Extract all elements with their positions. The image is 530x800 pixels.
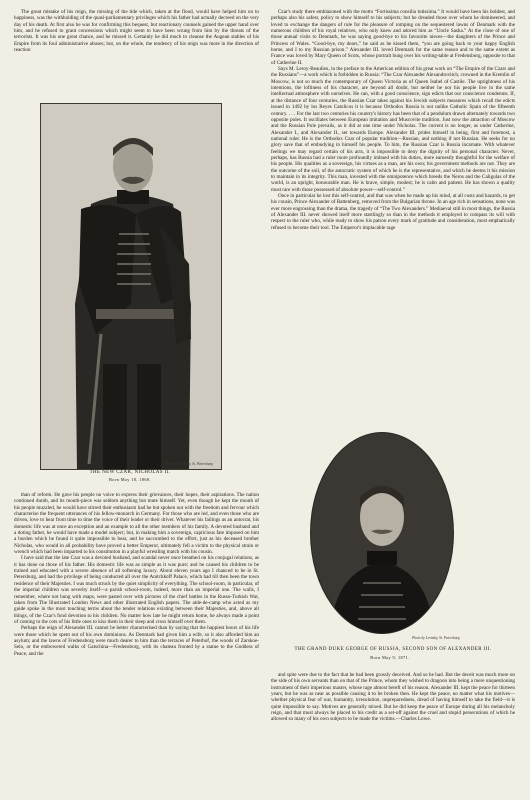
- column-bottom-right: [271, 672, 515, 794]
- caption-title: THE NEW CZAR, NICHOLAS II.: [89, 470, 171, 475]
- column-top-right: [271, 9, 515, 429]
- paragraph: and spite were due to the fact that he had been grossly deceived. And so he had. But the deceit was much more on the side of his own servants than on that of the Prince, whom they wished to dragoon into being a mere unquestioning instrument of their imperious master, whose rage almost bereft of his reason. Alexander III. kept the peace for thirteen years, but he was as near as possible causing it to be broken then. He kept the peace, no matter what his motives—whether physical fear of war, humanity, irresolution, unpreparedness, dread of having himself to take the field—it is quite impossible to say. Motives are generally mixed. But he did keep the peace of Europe during all his melancholy reign, and that must always be placed to his credit as a set-off against the cruel and stupid persecutions of which he allowed so many of his own subjects to be made the victims.—Charles Lowe.: [271, 672, 515, 723]
- paragraph: than of reform. He gave his people no voice to express their grievances, their hopes, their aspirations. The nation continued dumb, and its mouth-piece was seldom anything but mute himself. Yet, even though he kept the mouth of his people muzzled, he would have stirred their enthusiasm had he but spoken out with the freedom and fervour which characterise the frequent utterances of his fellow-monarch in Germany. For those who are led, and even those who are driven, love to hear from time to time the voice of their leader or their driver. Whatever his failings as an autocrat, his domestic life was at once an exception and an example to all the other members of his family. A devoted husband and a doting father, he would have made a model subject; but, in making him a sovereign, capricious fate imposed on him a burden which he found it quite impossible to bear, and he succumbed to the effort, just as his deceased brother Nicholas, who would in all probability have proved a better Emperor, ultimately fell a victim to the physical strain or wrench which had been imparted to his constitution in a playful wrestling match with his cousin.: [14, 492, 259, 556]
- paragraph: I have said that the late Czar was a devoted husband, and scandal never once breathed on his conjugal relations, as it has done on those of his father. His domestic life was as simple as it was pure; and he caused his children to be trained and educated with a severe absence of all softening luxury. About eleven years ago I chanced to be in St. Petersburg, and had the privilege of being conducted all over the Anitchkoff Palace, which had till then been the town residence of their Majesties. I was much struck by the quiet simplicity of everything. The school-room, in particular, of the imperial children was severity itself—a parish school-room, indeed, more than an imperial one. The walls, I remember, where not hung with maps, were pasted over with pictures of the chief battles in the Russo-Turkish War, taken from The Illustrated London News and other illustrated English papers. The aide-de-camp who acted as my guide spoke in the most touching terms about the tender relations existing between their Majesties, and, above all things, of the Czar's fond devotion to his children. No matter how late he might return home, he always made a point of coming to the cots of his little ones to kiss them in their sleep and cross himself over them.: [14, 555, 259, 625]
- portrait-grand-duke-george: [310, 432, 454, 634]
- caption-title: THE GRAND DUKE GEORGE OF RUSSIA, SECOND SON OF ALEXANDER III.: [294, 647, 492, 652]
- portrait-nicholas-ii-figure: [41, 104, 221, 469]
- paragraph: The great mistake of his reign, the missing of the tide which, taken at the flood, would have helped him on to happiness, was the withholding of the quasi-parliamentary privileges which his father had actually decreed on the very day of his death. At first also he was for confirming this bequest, but reactionary counsels gained the upper hand over him, and he refused to grant concessions which might seem to have been wrung from him by the threats of the terrorists. It was his one great chance, and he missed it. Certainly he did much to cleanse the Augean stables of his Empire from its foul administrative abuses; but, on the whole, the tendency of his reign was more in the direction of reaction: [14, 9, 259, 54]
- paragraph: Perhaps the reign of Alexander III. cannot be better characterised than by saying that the happiest hours of his life were those which he spent out of his own dominions. As Denmark had given him a wife, so it also afforded him an asylum; and the lawns of Fredensborg were much dearer to him than the terraces of Peterhof, the woods of Zarskoe-Selo, or the embowered walks of Gatschina—Fredensborg, with its chateau fronted by a statue to the Goddess of Peace, and the: [14, 625, 259, 657]
- column-middle-left: [14, 492, 259, 792]
- paragraph: Says M. Leroy-Beaulieu, in the preface to the American edition of his great work on “The Empire of the Czars and the Russians”—a work which is forbidden in Russia: “The Czar Alexander Alexandrovitch, crowned in the Kremlin of Moscow, is not so much the contemporary of Queen Victoria as of Queen Isabel of Castile. The uprightness of his intentions, the loftiness of his character, are beyond all doubt, but neither he nor his people live in the same intellectual atmosphere with ourselves. He can, with a good conscience, sign edicts that our conscience condemns. If, at the distance of four centuries, the Russian Czar takes against his Jewish subjects measures which recall the edicts issued in 1492 by los Reyes Catolicos it is because Orthodox Russia is not unlike Catholic Spain of the fifteenth century. . . . For the last two centuries his country's history has been that of a pendulum drawn alternately towards two opposite poles. It oscillates between European imitation and Muscovite tradition. Just now the attraction of Moscow and the Russian Pole prevails, as it did at one time under Nicholas. The current is no longer, as under Catherine, Alexander I., and Alexander II., set towards Europe. Alexander III. prides himself in being, first and foremost, a national ruler. He is the Orthodox Czar of popular tradition—Russian, and nothing if not Russian. He seeks for no glory save that of embodying in himself his people. To him, the Russian Czar is Russia incarnate. With whatever feelings we may regard certain of his acts, it is impossible to deny the dignity of his personal character. Never, perhaps, has Russia had a ruler more profoundly imbued with his duties, more earnestly thoughtful for the welfare of his people. His qualities as a sovereign, his virtues as a man, are his own; his government methods are not. They are the outcome of the soil, of the autocratic system of which he is the representative, and which he deems it his mission to maintain in its integrity. This man, invested with the omnipotence which breeds the Neros and the Caligulas of the world, is an upright, honourable man. He is brave, simple, modest; he is calm and patient. He has shown a quality most rare with those possessed of absolute power—self-control.”: [271, 66, 515, 193]
- caption-born: Born May 9, 1871.: [370, 655, 410, 660]
- paragraph: Once in particular he lost this self-control, and that was when he made up his mind, at all costs and hazards, to get his cousin, Prince Alexander of Battenberg, removed from the Bulgarian throne. In an age rich in sensations, none was ever more engrossing than the drama, the tragedy of “The Two Alexanders.” Mediaeval still in most things, the Russia of Alexander III. never showed itself more startlingly so than in the methods it employed to compass its will with respect to the ruler who, while ready to show his patron every mark of gratitude and consideration, most emphatically refused to become their tool. The Emperor's implacable rage: [271, 192, 515, 231]
- portrait-grand-duke-george-figure: [311, 433, 453, 633]
- caption-born: Born May 18, 1868.: [109, 477, 151, 482]
- photo-credit: Photo by Levitzky, St. Petersburg: [165, 462, 213, 466]
- portrait-nicholas-ii: [40, 103, 222, 470]
- paragraph: Czar's study there emblazoned with the motto “Fortissima consilia tutissima.” It would have been his boldest, and perhaps also his safest, policy to show himself to his subjects; but he dreaded those over whom he domineered, and loved to exchange the dangers of rule for the pleasure of romping on the sequestered lawns of Denmark with the numerous children of his royal relatives, who only knew and adored him as “Uncle Sasha.” At the close of one of those annual visits to Denmark, he was saying good-bye to his favourite nieces—the daughters of the Prince and Princess of Wales. “Good-bye, my dears,” he said as he kissed them, “you are going back to your happy English home, and I to my Russian prison.” Alexander III. loved Denmark for the same reason and to the same extent as France was loved by Mary Queen of Scots, whose portrait hung over his writing-table at Fredensborg, opposite to that of Catherine II.: [271, 9, 515, 66]
- photo-credit: Photo by Levitzky, St. Petersburg: [412, 636, 460, 640]
- column-top-left: [14, 9, 259, 109]
